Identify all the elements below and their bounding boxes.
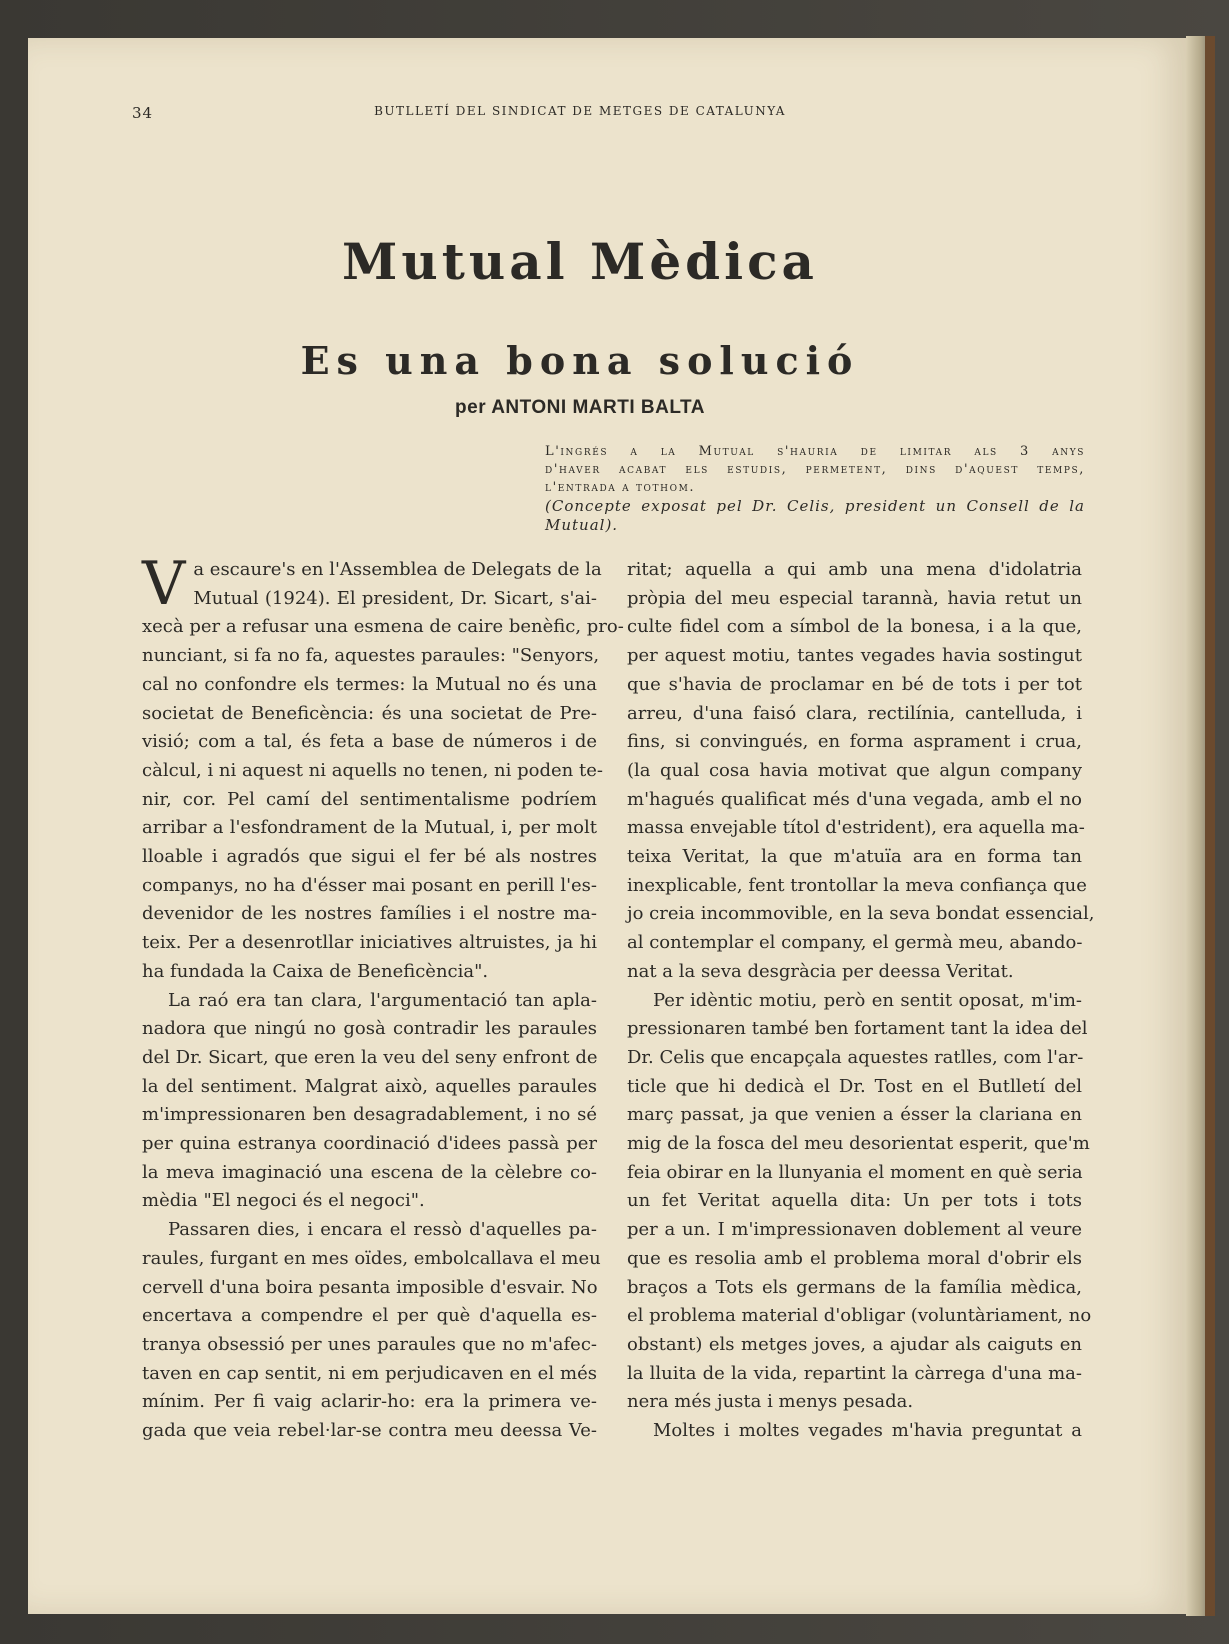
text-line: la del sentiment. Malgrat això, aquelles paraules (142, 1075, 597, 1097)
text-line: al contemplar el company, el germà meu, abando- (627, 932, 1083, 954)
epigraph-citation: (Concepte exposat pel Dr. Celis, president un Consell de la Mutual). (545, 497, 1085, 534)
epigraph-line: d'haver acabat els estudis, permetent, dins d'aquest temps, (545, 462, 1085, 477)
text-line: arreu, d'una faisó clara, rectilínia, cantelluda, i (627, 702, 1082, 724)
text-line: del Dr. Sicart, que eren la veu del seny enfront de (142, 1046, 598, 1068)
text-line: un fet Veritat aquella dita: Un per tots i tots (627, 1190, 1082, 1212)
text-line: arribar a l'esfondrament de la Mutual, i, per molt (142, 817, 597, 839)
text-line: (la qual cosa havia motivat que algun company (627, 759, 1082, 781)
text-line: Passaren dies, i encara el ressò d'aquelles pa- (168, 1219, 597, 1241)
text-line: pròpia del meu especial tarannà, havia retut un (627, 587, 1082, 609)
text-line: mèdia "El negoci és el negoci". (142, 1190, 425, 1212)
text-line: que es resolia amb el problema moral d'obrir els (627, 1247, 1082, 1269)
text-line: culte fidel com a símbol de la bonesa, i a la que, (627, 616, 1082, 638)
text-line: Per idèntic motiu, però en sentit oposat, m'im- (653, 989, 1082, 1011)
text-line: inexplicable, fent trontollar la meva confiança que (627, 874, 1087, 896)
text-line: massa envejable títol d'estrident), era aquella ma- (627, 817, 1085, 839)
text-line: Mutual (1924). El president, Dr. Sicart, s'ai- (193, 587, 597, 609)
article-byline: per ANTONI MARTI BALTA (455, 397, 705, 418)
text-line: ticle que hi dedicà el Dr. Tost en el Butlletí del (627, 1075, 1082, 1097)
text-line: càlcul, i ni aquest ni aquells no tenen, ni poden te- (142, 759, 603, 781)
drop-cap: V (142, 549, 186, 619)
text-line: raules, furgant en mes oïdes, embolcallava el meu (142, 1247, 601, 1269)
left-column (142, 549, 624, 1446)
article-title: Mutual Mèdica (342, 232, 818, 291)
text-line: gada que veia rebel·lar-se contra meu deessa Ve- (142, 1420, 597, 1442)
text-line: devenidor de les nostres famílies i el nostre ma- (142, 903, 597, 925)
right-column (627, 556, 1095, 1446)
text-line: m'hagués qualificat més d'una vegada, amb el no (627, 788, 1082, 810)
text-line: encertava a compendre el per què d'aquella es- (142, 1305, 597, 1327)
text-line: obstant) els metges joves, a ajudar als caiguts en (627, 1333, 1082, 1355)
epigraph-line: l'entrada a tothom. (545, 480, 696, 495)
text-line: braços a Tots els germans de la família mèdica, (627, 1276, 1082, 1298)
text-line: visió; com a tal, és feta a base de números i de (142, 731, 597, 753)
running-header: BUTLLETÍ DEL SINDICAT DE METGES DE CATALUNYA (374, 104, 786, 118)
binding-strip (1205, 36, 1215, 1616)
text-line: mínim. Per fi vaig aclarir-ho: era la primera ve- (142, 1391, 597, 1413)
text-line: nir, cor. Pel camí del sentimentalisme podríem (142, 788, 597, 810)
text-line: cal no confondre els termes: la Mutual no és una (142, 673, 597, 695)
text-line: per a un. I m'impressionaven doblement al veure (627, 1219, 1082, 1241)
text-line: La raó era tan clara, l'argumentació tan apla- (168, 989, 597, 1011)
text-line: la lluita de la vida, repartint la càrrega d'una ma- (627, 1362, 1082, 1384)
text-line: m'impressionaren ben desagradablement, i no sé (142, 1104, 597, 1126)
text-line: la meva imaginació una escena de la cèlebre co- (142, 1161, 597, 1183)
text-line: nera més justa i menys pesada. (627, 1391, 914, 1413)
text-line: nadora que ningú no gosà contradir les paraules (142, 1018, 597, 1040)
epigraph (545, 443, 1085, 535)
text-line: societat de Beneficència: és una societat de Pre- (142, 702, 597, 724)
text-line: teix. Per a desenrotllar iniciatives altruistes, ja hi (142, 932, 597, 954)
text-line: el problema material d'obligar (voluntàriament, no (627, 1305, 1092, 1327)
text-line: companys, no ha d'ésser mai posant en perill l'es- (142, 874, 597, 896)
text-line: per quina estranya coordinació d'idees passà per (142, 1133, 597, 1155)
text-line: nunciant, si fa no fa, aquestes paraules: "Senyors, (142, 645, 600, 667)
text-line: ha fundada la Caixa de Beneficència". (142, 960, 489, 982)
text-line: a escaure's en l'Assemblea de Delegats de la (193, 559, 602, 580)
text-line: taven en cap sentit, ni em perjudicaven en el més (142, 1362, 597, 1384)
text-line: mig de la fosca del meu desorientat esperit, que'm (627, 1133, 1090, 1155)
text-line: lloable i agradós que sigui el fer bé als nostres (142, 846, 597, 868)
epigraph-line: L'ingrés a la Mutual s'hauria de limitar als 3 anys (545, 444, 1085, 459)
text-line: tranya obsessió per unes paraules que no m'afec- (142, 1333, 597, 1355)
page-number: 34 (132, 104, 154, 122)
right-column-text (627, 556, 1095, 1446)
text-line: jo creia incommovible, en la seva bondat essencial, (627, 903, 1095, 925)
text-line: març passat, ja que venien a ésser la clariana en (627, 1104, 1082, 1126)
text-line: Dr. Celis que encapçala aquestes ratlles, com l'ar- (627, 1046, 1084, 1068)
text-line: per aquest motiu, tantes vegades havia sostingut (627, 645, 1082, 667)
text-line: feia obirar en la llunyania el moment en què seria (627, 1161, 1083, 1183)
text-line: nat a la seva desgràcia per deessa Veritat. (627, 960, 1014, 982)
text-line: fins, si convingués, en forma asprament i crua, (627, 731, 1082, 753)
left-column-text (142, 549, 624, 1446)
text-line: que s'havia de proclamar en bé de tots i per tot (627, 673, 1082, 695)
text-line: ritat; aquella a qui amb una mena d'idolatria (627, 559, 1082, 580)
text-line: xecà per a refusar una esmena de caire benèfic, pro- (142, 616, 624, 638)
text-line: pressionaren també ben fortament tant la idea del (627, 1018, 1088, 1040)
text-line: Moltes i moltes vegades m'havia preguntat a (653, 1420, 1082, 1442)
text-line: cervell d'una boira pesanta imposible d'esvair. No (142, 1276, 598, 1298)
text-line: teixa Veritat, la que m'atuïa ara en forma tan (627, 846, 1082, 868)
article-subtitle: Es una bona solució (300, 338, 860, 383)
